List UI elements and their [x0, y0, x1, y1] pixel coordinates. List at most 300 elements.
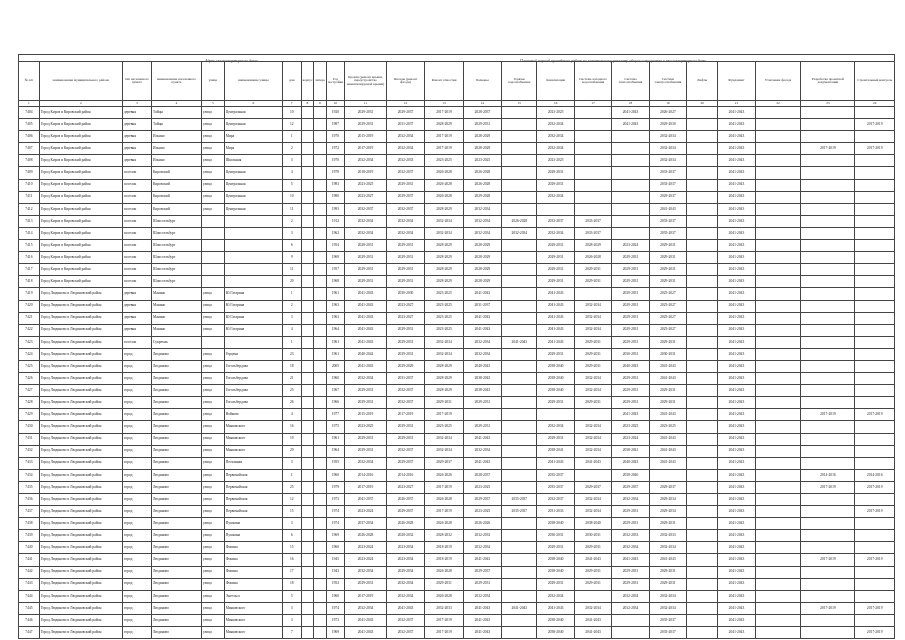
table-cell: [755, 469, 801, 481]
table-cell: [502, 614, 537, 626]
table-cell: улица: [201, 203, 224, 215]
table-row: [19, 191, 895, 203]
table-cell: [502, 433, 537, 445]
table-cell: 2032-2037: [386, 445, 424, 457]
table-cell: [755, 409, 801, 421]
column-header: наименование муниципального района: [39, 62, 122, 101]
table-cell: 1960: [326, 373, 345, 385]
column-header: Канализация: [537, 62, 574, 101]
table-cell: 1975: [326, 421, 345, 433]
table-cell: 2041-2043: [718, 469, 755, 481]
table-cell: 18: [282, 360, 301, 372]
table-cell: 2041-2043: [463, 614, 501, 626]
table-cell: [801, 324, 855, 336]
column-header: Балконы: [463, 62, 501, 101]
table-cell: город: [122, 627, 151, 639]
table-cell: [801, 179, 855, 191]
table-cell: 2031-2033: [537, 506, 574, 518]
table-cell: [687, 300, 718, 312]
table-cell: [755, 590, 801, 602]
table-cell: [314, 252, 326, 264]
table-cell: Людиново: [152, 530, 202, 542]
column-header: Система электроснабжения: [649, 62, 686, 101]
table-cell: Город Людиново и Людиновский район: [39, 348, 122, 360]
table-cell: 2023-2024: [612, 433, 649, 445]
table-cell: 2032-2034: [386, 590, 424, 602]
table-cell: [687, 554, 718, 566]
table-row: [19, 445, 895, 457]
table-cell: 2029-2031: [612, 276, 649, 288]
table-cell: [301, 445, 313, 457]
table-cell: 2032-2037: [386, 627, 424, 639]
table-cell: Людиново: [152, 542, 202, 554]
table-cell: 2029-2031: [649, 518, 686, 530]
table-cell: 2030-2031: [612, 348, 649, 360]
table-cell: Людиново: [152, 373, 202, 385]
table-cell: 1964: [326, 445, 345, 457]
table-cell: улица: [201, 542, 224, 554]
table-cell: 2032-2034: [574, 433, 611, 445]
table-cell: [301, 397, 313, 409]
table-cell: [314, 107, 326, 119]
table-cell: Гогольбердова: [224, 373, 282, 385]
table-cell: 2028-2029: [425, 373, 463, 385]
table-cell: 2029-2037: [386, 107, 424, 119]
table-cell: [301, 191, 313, 203]
table-cell: 2029-2031: [537, 542, 574, 554]
table-cell: Город Людиново и Людиновский район: [39, 566, 122, 578]
table-cell: 25: [282, 481, 301, 493]
table-row: [19, 131, 895, 143]
table-cell: 1973: [326, 614, 345, 626]
table-cell: [687, 276, 718, 288]
table-cell: [612, 227, 649, 239]
table-cell: 2033-2037: [649, 179, 686, 191]
table-row: [19, 542, 895, 554]
table-cell: 1912: [326, 215, 345, 227]
table-cell: [855, 179, 895, 191]
table-cell: Людиново: [152, 397, 202, 409]
table-cell: [801, 457, 855, 469]
table-cell: улица: [201, 554, 224, 566]
table-cell: 1993: [326, 203, 345, 215]
table-cell: [301, 506, 313, 518]
table-cell: 2032-2034: [574, 445, 611, 457]
table-cell: [314, 264, 326, 276]
column-number: 7: [282, 101, 301, 107]
table-cell: 2014-2016: [801, 469, 855, 481]
table-cell: 2029-2031: [386, 252, 424, 264]
table-cell: 2017-2019: [801, 481, 855, 493]
column-number: 1: [19, 101, 40, 107]
table-cell: 2026-2028: [425, 566, 463, 578]
table-cell: [801, 518, 855, 530]
table-cell: 2041-2043: [718, 518, 755, 530]
table-cell: [314, 312, 326, 324]
table-cell: 2038-2040: [537, 566, 574, 578]
table-cell: 2017-2019: [425, 143, 463, 155]
table-cell: 2038-2040: [537, 614, 574, 626]
table-cell: 2029-2037: [612, 481, 649, 493]
table-cell: [687, 494, 718, 506]
table-cell: [612, 167, 649, 179]
table-cell: 2041-2043: [537, 602, 574, 614]
table-cell: Город Людиново и Людиновский район: [39, 614, 122, 626]
table-cell: 2029-2031: [345, 107, 387, 119]
table-cell: [314, 554, 326, 566]
column-header: дом: [282, 62, 301, 101]
table-cell: [314, 167, 326, 179]
table-cell: Ю.Гагарина: [224, 300, 282, 312]
table-cell: Мира: [224, 131, 282, 143]
table-cell: [201, 227, 224, 239]
table-cell: поселок: [122, 191, 151, 203]
table-cell: [801, 433, 855, 445]
table-cell: 2041-2043: [463, 324, 501, 336]
table-cell: 25: [282, 385, 301, 397]
table-cell: [755, 433, 801, 445]
table-row: [19, 119, 895, 131]
table-cell: 2041-2043: [718, 433, 755, 445]
table-cell: Людиново: [152, 566, 202, 578]
table-cell: 2038-2041: [537, 445, 574, 457]
table-row: [19, 155, 895, 167]
table-cell: Шлиссельбург: [152, 252, 202, 264]
table-cell: [755, 227, 801, 239]
table-cell: [755, 627, 801, 639]
table-cell: [855, 542, 895, 554]
table-cell: деревня: [122, 288, 151, 300]
table-cell: Энгельса: [224, 590, 282, 602]
table-cell: [224, 240, 282, 252]
table-cell: 1974: [326, 602, 345, 614]
table-row: [19, 469, 895, 481]
table-cell: [301, 155, 313, 167]
table-cell: 2026-2028: [386, 518, 424, 530]
table-cell: Город Людиново и Людиновский район: [39, 385, 122, 397]
table-cell: Школьная: [224, 155, 282, 167]
table-cell: 2029-2031: [537, 433, 574, 445]
table-cell: 2032-2034: [463, 227, 501, 239]
table-cell: Пушкина: [224, 518, 282, 530]
table-cell: Город Киров и Кировский район: [39, 215, 122, 227]
table-cell: 2029-2031: [612, 578, 649, 590]
column-header: корпус: [301, 62, 313, 101]
table-cell: улица: [201, 191, 224, 203]
table-cell: [755, 167, 801, 179]
table-cell: 29: [282, 445, 301, 457]
table-cell: 7405: [19, 119, 40, 131]
address-caption: Адрес многоквартирного дома: [205, 58, 258, 63]
table-cell: 5: [282, 179, 301, 191]
table-cell: [502, 143, 537, 155]
table-cell: Ю.Гагарина: [224, 312, 282, 324]
table-cell: Маяковского: [224, 627, 282, 639]
table-cell: Город Людиново и Людиновский район: [39, 530, 122, 542]
table-cell: Людиново: [152, 590, 202, 602]
column-number: 22: [755, 101, 801, 107]
table-cell: [502, 167, 537, 179]
table-cell: 2023-2025: [649, 421, 686, 433]
table-cell: [801, 373, 855, 385]
table-cell: 7417: [19, 264, 40, 276]
table-cell: 2029-2031: [345, 252, 387, 264]
table-cell: Первомайская: [224, 469, 282, 481]
table-cell: [755, 252, 801, 264]
table-cell: город: [122, 602, 151, 614]
table-cell: 2032-2034: [386, 578, 424, 590]
column-number: 13: [425, 101, 463, 107]
table-cell: Город Киров и Кировский район: [39, 167, 122, 179]
table-cell: 2028-2029: [425, 385, 463, 397]
table-cell: 2017-2019: [425, 131, 463, 143]
table-cell: 2038-2040: [537, 518, 574, 530]
table-cell: [301, 143, 313, 155]
table-cell: 1979: [326, 481, 345, 493]
table-cell: 4: [282, 409, 301, 421]
table-cell: Город Людиново и Людиновский район: [39, 360, 122, 372]
table-cell: [755, 566, 801, 578]
table-cell: 2041-2043: [718, 107, 755, 119]
table-cell: [612, 131, 649, 143]
table-cell: 2032-2034: [537, 191, 574, 203]
table-row: [19, 203, 895, 215]
table-cell: улица: [201, 179, 224, 191]
table-cell: [314, 385, 326, 397]
table-cell: [801, 542, 855, 554]
table-cell: 2029-2031: [574, 276, 611, 288]
table-row: [19, 614, 895, 626]
table-cell: 2023-2025: [537, 155, 574, 167]
table-cell: 2023-2027: [345, 191, 387, 203]
table-cell: 2028-2029: [425, 276, 463, 288]
table-cell: [801, 252, 855, 264]
table-cell: [612, 179, 649, 191]
table-cell: улица: [201, 433, 224, 445]
table-cell: 2017-2019: [425, 627, 463, 639]
table-cell: [855, 578, 895, 590]
table-cell: [801, 227, 855, 239]
table-row: [19, 324, 895, 336]
table-cell: 7433: [19, 457, 40, 469]
table-cell: 2029-2031: [612, 518, 649, 530]
table-cell: [301, 602, 313, 614]
table-cell: 2017-2019: [345, 143, 387, 155]
table-cell: деревня: [122, 312, 151, 324]
capital-repair-table: [18, 54, 895, 639]
table-cell: [801, 155, 855, 167]
table-row: [19, 481, 895, 493]
table-cell: [314, 445, 326, 457]
table-cell: [855, 530, 895, 542]
column-number: 6: [224, 101, 282, 107]
table-cell: поселок: [122, 227, 151, 239]
table-cell: 2029-2031: [386, 264, 424, 276]
table-cell: 2041-2043: [463, 554, 501, 566]
table-cell: 2017-2019: [855, 119, 895, 131]
table-cell: 2017-2019: [345, 590, 387, 602]
table-cell: Фокина: [224, 566, 282, 578]
table-cell: [314, 179, 326, 191]
table-cell: Фокина: [224, 542, 282, 554]
table-cell: [301, 530, 313, 542]
table-cell: [801, 107, 855, 119]
table-row: [19, 602, 895, 614]
table-cell: Людиново: [152, 554, 202, 566]
table-cell: 2032-2034: [463, 542, 501, 554]
table-cell: 1: [282, 469, 301, 481]
table-cell: улица: [201, 288, 224, 300]
table-cell: 2032-2034: [386, 143, 424, 155]
table-cell: город: [122, 433, 151, 445]
table-cell: [574, 288, 611, 300]
table-cell: 3: [282, 312, 301, 324]
table-cell: [574, 107, 611, 119]
table-cell: 7441: [19, 554, 40, 566]
table-cell: [314, 336, 326, 348]
table-cell: 2029-2031: [537, 397, 574, 409]
table-cell: улица: [201, 312, 224, 324]
table-cell: [314, 518, 326, 530]
table-cell: Город Людиново и Людиновский район: [39, 409, 122, 421]
table-cell: 2035-2037: [537, 481, 574, 493]
table-cell: [314, 348, 326, 360]
table-cell: улица: [201, 373, 224, 385]
table-cell: [301, 627, 313, 639]
table-cell: 7411: [19, 191, 40, 203]
table-cell: 7425: [19, 360, 40, 372]
table-row: [19, 409, 895, 421]
table-cell: [224, 215, 282, 227]
table-cell: 2029-2031: [463, 421, 501, 433]
table-cell: Шлиссельбург: [152, 276, 202, 288]
table-cell: 7437: [19, 506, 40, 518]
table-cell: 2032-2034: [537, 119, 574, 131]
table-cell: [855, 324, 895, 336]
table-row: [19, 348, 895, 360]
table-cell: [502, 348, 537, 360]
table-cell: 2030-2031: [649, 348, 686, 360]
table-cell: [801, 590, 855, 602]
table-cell: [687, 167, 718, 179]
table-cell: 2041-2043: [612, 119, 649, 131]
table-cell: 2029-2031: [345, 397, 387, 409]
table-cell: Людиново: [152, 409, 202, 421]
table-cell: [301, 614, 313, 626]
table-cell: 2041-2043: [718, 614, 755, 626]
table-cell: 2041-2043: [718, 276, 755, 288]
table-cell: 2023-2025: [612, 421, 649, 433]
table-cell: [502, 119, 537, 131]
table-cell: [612, 143, 649, 155]
table-cell: 2032-2034: [574, 494, 611, 506]
table-cell: 2041-2043: [537, 457, 574, 469]
table-cell: Манино: [152, 300, 202, 312]
table-cell: [314, 481, 326, 493]
table-cell: [801, 530, 855, 542]
table-cell: [314, 542, 326, 554]
table-cell: [855, 288, 895, 300]
table-cell: 2029-2031: [612, 312, 649, 324]
table-cell: [502, 191, 537, 203]
table-cell: 2018-2019: [425, 554, 463, 566]
table-cell: 2029-2031: [537, 252, 574, 264]
table-cell: [301, 252, 313, 264]
table-cell: [687, 240, 718, 252]
table-cell: 2031-2037: [463, 300, 501, 312]
table-cell: Манино: [152, 324, 202, 336]
table-cell: 2029-2031: [649, 336, 686, 348]
table-cell: 2032-2034: [463, 590, 501, 602]
table-cell: [502, 409, 537, 421]
table-cell: 7415: [19, 240, 40, 252]
table-cell: 2028-2029: [463, 131, 501, 143]
table-cell: 2041-2043: [718, 324, 755, 336]
table-cell: 2029-2031: [425, 578, 463, 590]
table-cell: [755, 203, 801, 215]
table-cell: 2014-2016: [345, 469, 387, 481]
table-cell: Маяковского: [224, 421, 282, 433]
table-cell: 2032-2034: [612, 494, 649, 506]
table-cell: 2029-2031: [649, 264, 686, 276]
table-cell: 2035-2037: [502, 494, 537, 506]
table-cell: 2041-2043: [718, 373, 755, 385]
table-cell: [502, 288, 537, 300]
table-cell: Город Людиново и Людиновский район: [39, 602, 122, 614]
table-cell: 2035-2037: [502, 506, 537, 518]
table-cell: [755, 360, 801, 372]
table-cell: 2017-2019: [855, 506, 895, 518]
table-cell: 2023-2025: [537, 107, 574, 119]
table-cell: 2041-2043: [718, 131, 755, 143]
table-cell: улица: [201, 324, 224, 336]
table-cell: 7414: [19, 227, 40, 239]
table-cell: улица: [201, 119, 224, 131]
table-cell: [301, 578, 313, 590]
table-cell: город: [122, 578, 151, 590]
table-cell: [224, 227, 282, 239]
table-cell: 2032-2034: [574, 373, 611, 385]
table-cell: [502, 252, 537, 264]
table-cell: 2029-2031: [345, 578, 387, 590]
table-cell: город: [122, 385, 151, 397]
table-cell: [612, 191, 649, 203]
table-row: [19, 506, 895, 518]
table-cell: 2041-2043: [537, 324, 574, 336]
table-cell: улица: [201, 494, 224, 506]
table-cell: 2017-2019: [855, 627, 895, 639]
table-cell: [502, 566, 537, 578]
table-cell: 1980: [326, 191, 345, 203]
table-cell: Центральная: [224, 203, 282, 215]
table-cell: 2023-2024: [345, 506, 387, 518]
table-cell: 2032-2037: [345, 203, 387, 215]
table-cell: Город Киров и Кировский район: [39, 203, 122, 215]
table-cell: 2041-2043: [718, 312, 755, 324]
table-cell: 2023-2025: [425, 155, 463, 167]
table-cell: 2023-2025: [425, 300, 463, 312]
table-cell: 15: [282, 506, 301, 518]
table-cell: [502, 312, 537, 324]
table-cell: 2032-2034: [649, 155, 686, 167]
table-cell: [801, 421, 855, 433]
table-cell: улица: [201, 578, 224, 590]
table-cell: [314, 602, 326, 614]
column-header: улица: [201, 62, 224, 101]
table-cell: [755, 240, 801, 252]
table-cell: 2017-2019: [855, 143, 895, 155]
table-cell: Город Людиново и Людиновский район: [39, 481, 122, 493]
